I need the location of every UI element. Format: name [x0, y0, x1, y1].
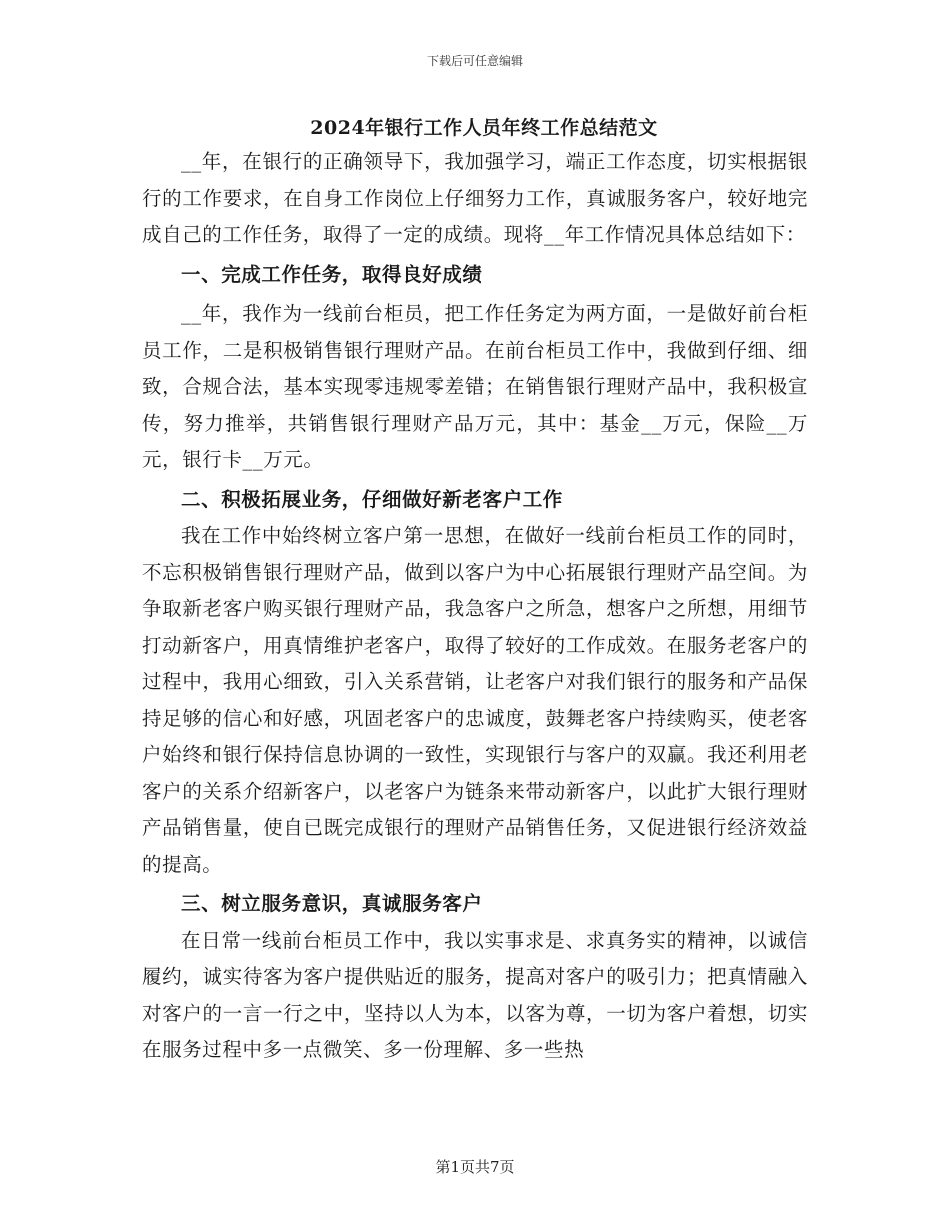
section2-paragraph: 我在工作中始终树立客户第一思想，在做好一线前台柜员工作的同时，不忘积极销售银行理财产品，做到以客户为中心拓展银行理财产品空间。为争取新老客户购买银行理财产品，我急客户之所急，想客户之所想，用细节打动新客户，用真情维护老客户，取得了较好的工作成效。在服务老客户的过程中，我用心细致，引入关系营销，让老客户对我们银行的服务和产品保持足够的信心和好感，巩固老客户的忠诚度，鼓舞老客户持续购买，使老客户始终和银行保持信息协调的一致性，实现银行与客户的双赢。我还利用老客户的关系介绍新客户，以老客户为链条来带动新客户，以此扩大银行理财产品销售量，使自已既完成银行的理财产品销售任务，又促进银行经济效益的提高。 [142, 524, 808, 876]
intro-paragraph: __年，在银行的正确领导下，我加强学习，端正工作态度，切实根据银行的工作要求，在自身工作岗位上仔细努力工作，真诚服务客户，较好地完成自己的工作任务，取得了一定的成绩。现将__年工作情况具体总结如下： [142, 150, 808, 246]
section1-paragraph: __年，我作为一线前台柜员，把工作任务定为两方面，一是做好前台柜员工作，二是积极销售银行理财产品。在前台柜员工作中，我做到仔细、细致，合规合法，基本实现零违规零差错；在销售银行理财产品中，我积极宣传，努力推举，共销售银行理财产品万元，其中：基金__万元，保险__万元，银行卡__万元。 [142, 302, 808, 471]
section1-heading: 一、完成工作任务，取得良好成绩 [181, 262, 483, 286]
section3-paragraph: 在日常一线前台柜员工作中，我以实事求是、求真务实的精神，以诚信履约，诚实待客为客户提供贴近的服务，提高对客户的吸引力；把真情融入对客户的一言一行之中，坚持以人为本，以客为尊，一切为客户着想，切实在服务过程中多一点微笑、多一份理解、多一些热 [142, 928, 808, 1061]
page-indicator: 第1页共7页 [435, 1158, 515, 1176]
header-note: 下载后可任意编辑 [426, 54, 523, 68]
document-title: 2024年银行工作人员年终工作总结范文 [310, 117, 658, 139]
document-body [142, 112, 808, 1069]
section3-heading: 三、树立服务意识，真诚服务客户 [181, 892, 483, 915]
section2-heading: 二、积极拓展业务，仔细做好新老客户工作 [181, 487, 563, 511]
